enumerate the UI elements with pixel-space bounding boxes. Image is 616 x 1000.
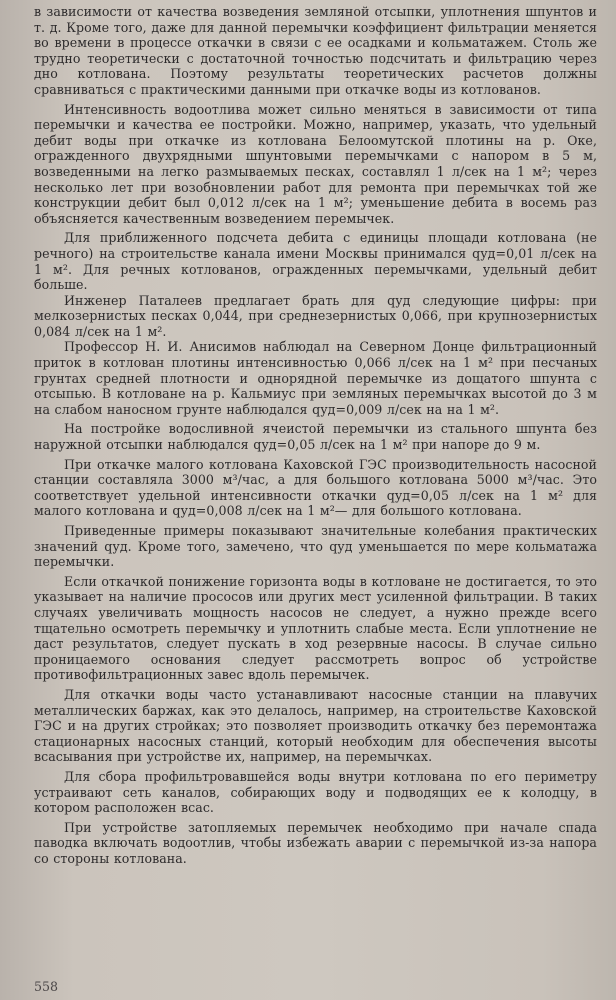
paragraph-8: Приведенные примеры показывают значительные колебания практических значений qуд. Кроме того, замечено, что qуд уменьшается по мере кольматажа перемычки. <box>34 523 597 570</box>
paragraph-10: Для откачки воды часто устанавливают насосные станции на плавучих металлических баржах, как это делалось, например, на строительстве Каховской ГЭС и на других стройках; это позволяет производить откачку без перемонтажа стационарных насосных станций, который необходим для обеспечения высоты всасывания при устройстве их, например, на перемычках. <box>34 686 597 765</box>
paragraph-3: Для приближенного подсчета дебита с единицы площади котлована (не речного) на строительстве канала имени Москвы принимался qуд=0,01 л/сек на 1 м². Для речных котлованов, огражденных перемычками, удельный дебит больше. <box>34 230 597 293</box>
page-number: 558 <box>34 979 59 994</box>
paragraph-7: При откачке малого котлована Каховской ГЭС производительность насосной станции составляла 3000 м³/час, а для большого котлована 5000 м³/час. Это соответствует удельной интенсивности откачки qуд=0,05 л/сек на 1 м² для малого котлована и qуд=0,008 л/сек на 1 м²— для большого котлована. <box>34 456 597 519</box>
paragraph-12: При устройстве затопляемых перемычек необходимо при начале спада паводка включать водоотлив, чтобы избежать аварии с перемычкой из-за напора со стороны котлована. <box>34 819 597 866</box>
paragraph-11: Для сбора профильтровавшейся воды внутри котлована по его периметру устраивают сеть каналов, собирающих воду и подводящих ее к колодцу, в котором расположен всас. <box>34 768 597 816</box>
paragraph-4: Инженер Паталеев предлагает брать для qуд следующие цифры: при мелкозернистых песках 0,044, при среднезернистых 0,066, при крупнозернистых 0,084 л/сек на 1 м². <box>34 292 597 339</box>
book-page <box>34 4 597 994</box>
paragraph-6: На постройке водосливной ячеистой перемычки из стального шпунта без наружной отсыпки наблюдался qуд=0,05 л/сек на 1 м² при напоре до 9 м. <box>34 421 597 453</box>
paragraph-2: Интенсивность водоотлива может сильно меняться в зависимости от типа перемычки и качества ее постройки. Можно, например, указать, что удельный дебит воды при откачке из котлована Белоомутской плотины на р. Оке, огражденного двухрядными шпунтовыми перемычками с напором в 5 м, возведенными на легко размываемых песках, составлял 1 л/сек на 1 м²; через несколько лет при возобновлении работ для ремонта при перемычках той же конструкции дебит был 0,012 л/сек на 1 м²; уменьшение дебита в восемь раз объясняется качественным возведением перемычек. <box>34 101 597 226</box>
paragraph-5: Профессор Н. И. Анисимов наблюдал на Северном Донце фильтрационный приток в котлован плотины интенсивностью 0,066 л/сек на 1 м² при песчаных грунтах средней плотности и однорядной перемычке из дощатого шпунта с отсыпью. В котловане на р. Кальмиус при земляных перемычках высотой до 3 м на слабом наносном грунте наблюдался qуд=0,009 л/сек на на 1 м². <box>34 339 597 417</box>
paragraph-9: Если откачкой понижение горизонта воды в котловане не достигается, то это указывает на наличие прососов или других мест усиленной фильтрации. В таких случаях увеличивать мощность насосов не следует, а нужно прежде всего тщательно осмотреть перемычку и уплотнить слабые места. Если уплотнение не даст результатов, следует пускать в ход резервные насосы. В случае сильно проницаемого основания следует рассмотреть вопрос об устройстве противофильтрационных завес вдоль перемычек. <box>34 573 597 683</box>
paragraph-1: в зависимости от качества возведения земляной отсыпки, уплотнения шпунтов и т. д. Кроме того, даже для данной перемычки коэффициент фильтрации меняется во времени в процессе откачки в связи с ее осадками и кольматажем. Столь же трудно теоретически с достаточной точностью подсчитать и фильтрацию через дно котлована. Поэтому результаты теоретических расчетов должны сравниваться с практическими данными при откачке воды из котлованов. <box>34 4 597 97</box>
